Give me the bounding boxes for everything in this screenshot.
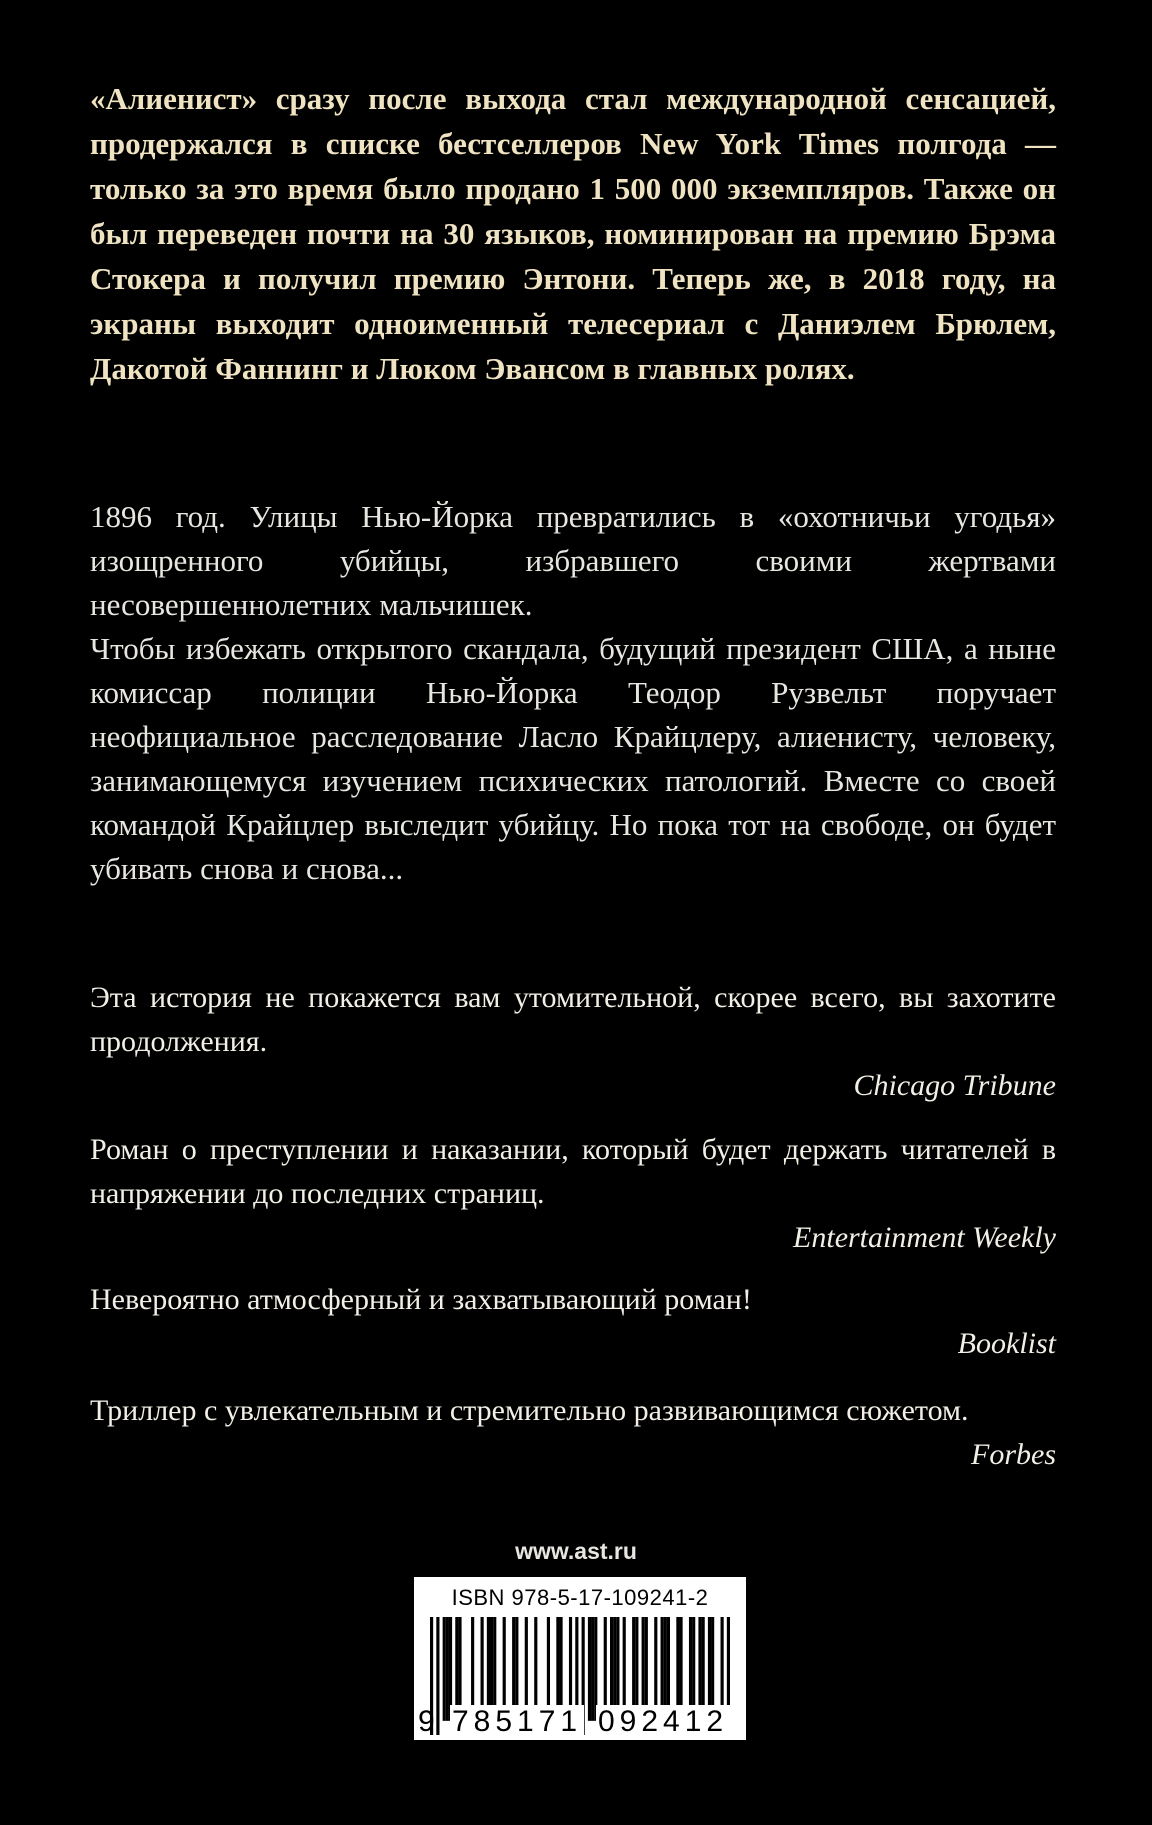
intro-paragraph: «Алиенист» сразу после выхода стал международной сенсацией, продержался в списке бестселлеров New York Times полгода — только за это время было продано 1 500 000 экземпляров. Также он был переведен почти на 30 языков, номинирован на премию Брэма Стокера и получил премию Энтони. Теперь же, в 2018 году, на экраны выходит одноименный телесериал с Даниэлем Брюлем, Дакотой Фаннинг и Люком Эвансом в главных ролях. xyxy=(90,81,1056,386)
barcode-digit-first: 9 xyxy=(418,1705,435,1738)
barcode-digits-right: 092412 xyxy=(598,1705,729,1738)
synopsis-paragraph-1: 1896 год. Улицы Нью-Йорка превратились в «охотничьи угодья» изощренного убийцы, избравшего своими жертвами несовершеннолетних мальчишек. xyxy=(90,499,1056,622)
isbn-label: ISBN 978-5-17-109241-2 xyxy=(451,1585,709,1610)
synopsis xyxy=(90,495,1056,891)
review-quote-1 xyxy=(90,976,1056,1108)
review-text: Триллер с увлекательным и стремительно развивающимся сюжетом. xyxy=(90,1394,969,1427)
publisher-website: www.ast.ru xyxy=(515,1538,637,1564)
review-quote-4 xyxy=(90,1389,1056,1477)
review-source: Booklist xyxy=(957,1327,1056,1360)
synopsis-paragraph-2: Чтобы избежать открытого скандала, будущий президент США, а ныне комиссар полиции Нью-Йорка Теодор Рузвельт поручает неофициальное расследование Ласло Крайцлеру, алиенисту, человеку, занимающемуся изучением психических патологий. Вместе со своей командой Крайцлер выследит убийцу. Но пока тот на свободе, он будет убивать снова и снова... xyxy=(90,631,1056,886)
review-text: Роман о преступлении и наказании, который будет держать читателей в напряжении до последних страниц. xyxy=(90,1133,1056,1210)
barcode-digits-left: 785171 xyxy=(452,1705,583,1738)
review-quote-3 xyxy=(90,1278,1056,1366)
review-source: Forbes xyxy=(971,1438,1056,1471)
isbn-barcode xyxy=(414,1577,746,1740)
barcode-digits xyxy=(416,1699,748,1739)
review-text: Эта история не покажется вам утомительной, скорее всего, вы захотите продолжения. xyxy=(90,981,1056,1058)
review-source: Chicago Tribune xyxy=(853,1069,1056,1102)
review-text: Невероятно атмосферный и захватывающий роман! xyxy=(90,1283,752,1316)
review-quote-2 xyxy=(90,1128,1056,1260)
review-source: Entertainment Weekly xyxy=(793,1221,1056,1254)
